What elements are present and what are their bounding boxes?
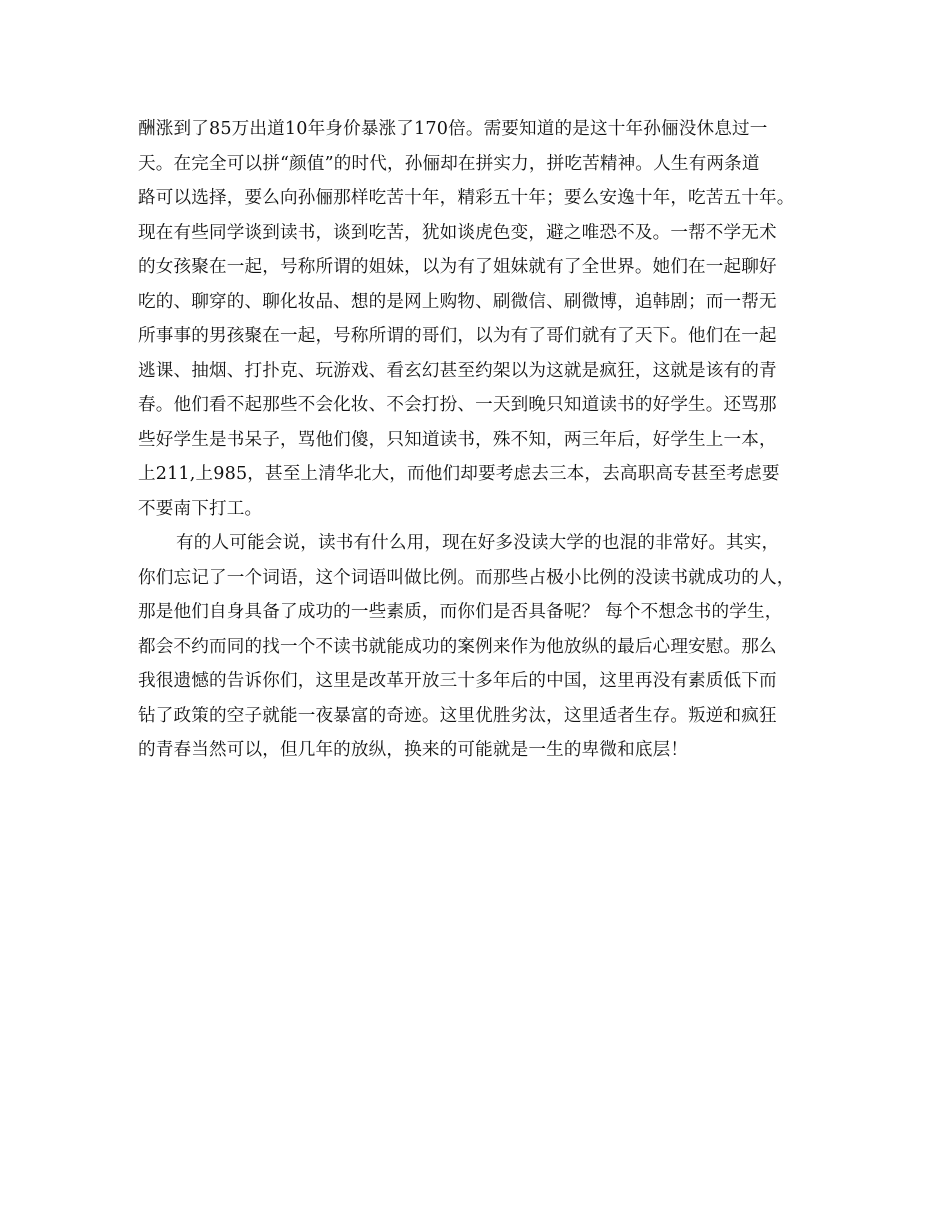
paragraph [138, 112, 826, 526]
text-line: 路可以选择，要么向孙俪那样吃苦十年，精彩五十年；要么安逸十年，吃苦五十年。 [138, 188, 795, 208]
text-line: 逃课、抽烟、打扑克、玩游戏、看玄幻甚至约架以为这就是疯狂，这就是该有的青 [138, 360, 777, 381]
text-line: 你们忘记了一个词语，这个词语叫做比例。而那些占极小比例的没读书就成功的人， [138, 567, 795, 588]
text-line: 的女孩聚在一起，号称所谓的姐妹，以为有了姐妹就有了全世界。她们在一起聊好 [138, 257, 777, 277]
text-line: 现在有些同学谈到读书，谈到吃苦，犹如谈虎色变，避之唯恐不及。一帮不学无术 [138, 222, 777, 243]
body-text [138, 112, 826, 768]
text-line: 不要南下打工。 [138, 498, 263, 519]
text-line: 酬涨到了85万出道10年身价暴涨了170倍。需要知道的是这十年孙俪没休息过一 [138, 119, 768, 139]
text-line: 都会不约而同的找一个不读书就能成功的案例来作为他放纵的最后心理安慰。那么 [138, 636, 777, 657]
text-line: 有的人可能会说，读书有什么用，现在好多没读大学的也混的非常好。其实， [176, 533, 780, 553]
text-line: 的青春当然可以，但几年的放纵，换来的可能就是一生的卑微和底层！ [138, 740, 689, 760]
text-line: 那是他们自身具备了成功的一些素质，而你们是否具备呢？ 每个不想念书的学生， [138, 602, 783, 622]
text-line: 天。在完全可以拼“颜值”的时代，孙俪却在拼实力，拼吃苦精神。人生有两条道 [138, 153, 760, 174]
paragraph [138, 526, 826, 768]
text-line: 所事事的男孩聚在一起，号称所谓的哥们，以为有了哥们就有了天下。他们在一起 [138, 326, 777, 346]
text-line: 钻了政策的空子就能一夜暴富的奇迹。这里优胜劣汰，这里适者生存。叛逆和疯狂 [138, 705, 777, 726]
text-line: 春。他们看不起那些不会化妆、不会打扮、一天到晚只知道读书的好学生。还骂那 [138, 395, 777, 415]
text-line: 我很遗憾的告诉你们，这里是改革开放三十多年后的中国，这里再没有素质低下而 [138, 671, 777, 691]
text-line: 些好学生是书呆子，骂他们傻，只知道读书，殊不知，两三年后，好学生上一本， [138, 429, 777, 450]
text-line: 吃的、聊穿的、聊化妆品、想的是网上购物、刷微信、刷微博，追韩剧；而一帮无 [138, 291, 777, 312]
text-line: 上211,上985，甚至上清华北大，而他们却要考虑去三本，去高职高专甚至考虑要 [138, 464, 780, 484]
